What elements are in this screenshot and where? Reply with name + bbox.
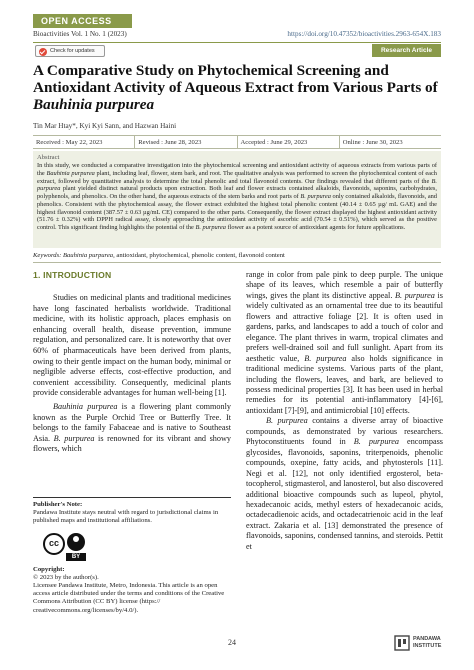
copyright-title: Copyright: xyxy=(33,565,65,573)
open-access-banner: OPEN ACCESS xyxy=(33,14,132,28)
copyright-year: © 2023 by the author(s). xyxy=(33,573,99,581)
intro-paragraph-2: Bauhinia purpurea is a flowering plant commonly known as the Purple Orchid Tree or Butterfly Tree. It belongs to the family Fabaceae and is native to Southeast Asia. B. purpurea is renowned for its vibrant and showy flowers, which xyxy=(33,401,231,454)
license-text: Licensee Pandawa Institute, Metro, Indonesia. This article is an open access article distributed under the terms and conditions of the Creative Commons Attribution (CC BY) license (https:// creativecommons.org/licenses/by/4.0/). xyxy=(33,582,225,614)
cc-by-license-icon[interactable] xyxy=(43,533,89,563)
title-species: Bauhinia purpurea xyxy=(33,96,155,113)
publisher-note-text: Pandawa Institute stays neutral with regard to jurisdictional claims in published maps and institutional affiliations. xyxy=(33,509,219,525)
author-list: Tin Mar Htay*, Kyi Kyi Sann, and Hazwan Haini xyxy=(33,122,177,130)
publisher-notes xyxy=(33,497,231,615)
abstract-heading: Abstract xyxy=(37,154,60,161)
page-number: 24 xyxy=(228,638,236,647)
publisher-note-title: Publisher's Note: xyxy=(33,501,83,508)
intro-paragraph-1: Studies on medicinal plants and traditional medicines have long fascinated herbalists worldwide. Traditional medicine, with its holistic approach, places emphasis on enhancing overall health, disease prevention, immune regulation, and personalized care. It is noteworthy that over 60% of pharmaceuticals have been derived from plants, owing to their gentle impact on the human body, minimal or negligible adverse effects, cost-effective production, and convenient accessibility. Consequently, medicinal plants provide considerable advantages for human well-being [1]. xyxy=(33,293,231,398)
publisher-logo xyxy=(394,633,444,653)
keywords-label: Keywords: xyxy=(33,252,62,259)
header-divider xyxy=(33,42,441,43)
article-type-badge: Research Article xyxy=(372,44,441,57)
article-title xyxy=(33,62,443,113)
check-updates-icon xyxy=(39,48,47,56)
publisher-name: PANDAWA INSTITUTE xyxy=(413,636,442,649)
check-updates-label: Check for updates xyxy=(50,48,95,54)
title-main: A Comparative Study on Phytochemical Screening and Antioxidant Activity of Aqueous Extract from Various Parts of xyxy=(33,62,438,96)
date-received: Received : May 22, 2023 xyxy=(33,136,135,148)
abstract-box xyxy=(33,151,441,248)
publisher-logo-icon xyxy=(394,635,410,651)
keywords-rest: , antioxidant, phytochemical, phenolic content, flavonoid content xyxy=(113,252,285,259)
attribution-person-icon xyxy=(67,533,85,551)
by-icon-label: BY xyxy=(66,553,86,561)
keyword-species: Bauhinia purpurea xyxy=(62,252,114,259)
abstract-body: In this study, we conducted a comparative investigation into the phytochemical screening and antioxidant activity of aqueous extracts from various parts of the Bauhinia purpurea plant, including leaf, flower, stem bark, and root. The qualitative analysis was performed to screen the phytochemical content of each extract, followed by quantitative analysis to determine the total phenolic and total flavonoid contents. Our findings revealed that different parts of the B. purpurea plant yielded distinct natural products upon extraction. Both leaf and flower extracts contained alkaloids, flavonoids, saponins, carbohydrates, polyphenols, and phenolics. On the other hand, the aqueous extracts of the stem barks and root parts of B. purpurea only contained alkaloids, flavonoids, and phenolics. Consistent with the phytochemical assay, the flower extract exhibited the highest total phenolic content (40.14 ± 0.65 µg/ mL GAE) and the highest flavonoid content (387.57 ± 0.63 µg/mL CE) compared to the other parts. Consequently, the flower extract displayed the highest antioxidant activity (51.76 ± 0.32%) with DPPH radical assay, closely approaching the antioxidant activity of ascorbic acid (70.54 ± 0.51%), which served as the positive control. This significant finding highlights the potential of the B. purpurea flower as a potent source of antioxidant agents for future applications. xyxy=(37,162,437,231)
date-accepted: Accepted : June 29, 2023 xyxy=(238,136,340,148)
check-for-updates-button[interactable] xyxy=(35,45,105,57)
journal-issue: Bioactivities Vol. 1 No. 1 (2023) xyxy=(33,30,127,38)
section-heading-introduction: 1. INTRODUCTION xyxy=(33,270,112,280)
doi-link[interactable]: https://doi.org/10.47352/bioactivities.2963-654X.183 xyxy=(287,30,441,38)
cc-icon: cc xyxy=(43,533,65,555)
body-column-left xyxy=(33,293,231,458)
intro-paragraph-3: B. purpurea contains a diverse array of bioactive compounds, as demonstrated by various researchers. Phytoconstituents found in B. purpurea encompass glycosides, flavonoids, saponins, triterpenoids, phenolic compounds, oxepine, fatty acids, and phytosterols [11]. Negi et al. [12], not only identified ergosterol, beta-tocopherol, stigmasterol, and lanosterol, but also discovered additional bioactive compounds such as lupeol, phytol, hexadecanoic acids, methyl esters of hexadecanoic acids, octadecadienoic acids, and octadecatrienoic acid in the leaf extract. Zakaria et al. [13] demonstrated the presence of flavonoids, saponins, condensed tannins, and steroids. Pettit et xyxy=(246,416,443,551)
intro-paragraph-2-cont: range in color from pale pink to deep purple. The unique shape of its leaves, which resemble a pair of butterfly wings, gives the plant its distinctive appeal. B. purpurea is widely cultivated as an ornamental tree due to its beautiful flowers and attractive foliage [2]. It is often used in gardens, parks, and landscapes to add a touch of color and elegance. The plant thrives in warm, tropical climates and prefers well-drained soil and full sunlight. Apart from its aesthetic value, B. purpurea also holds significance in traditional medicine systems. Various parts of the plant, including the flowers, leaves, and bark, are believed to possess medicinal properties [3]. It has been used in herbal remedies for its potential anti-inflammatory [4]-[6], antioxidant [7]-[9], and antimicrobial [10] effects. xyxy=(246,270,443,415)
date-revised: Revised : June 28, 2023 xyxy=(135,136,237,148)
journal-info-line xyxy=(33,30,441,42)
keywords-line xyxy=(33,252,441,263)
date-online: Online : June 30, 2023 xyxy=(342,139,403,146)
body-column-right xyxy=(246,270,443,552)
article-dates xyxy=(33,135,441,149)
